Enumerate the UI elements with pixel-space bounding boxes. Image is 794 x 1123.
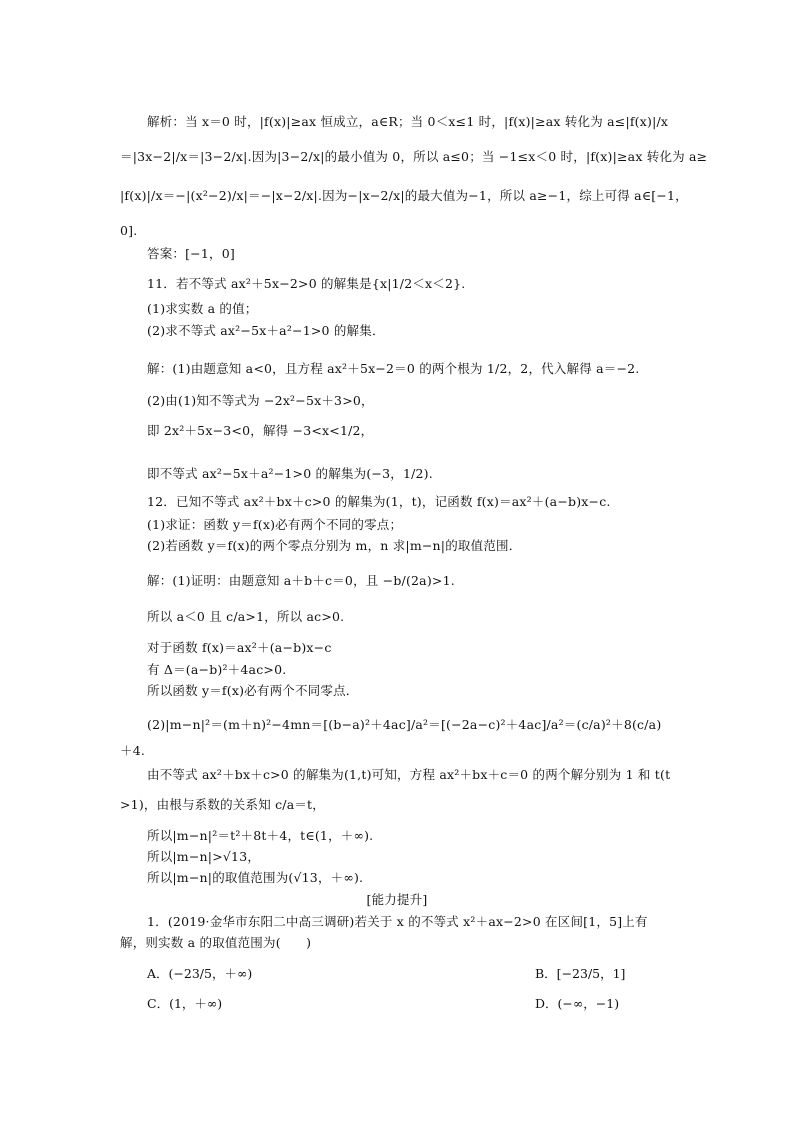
option-c[interactable]: C．(1，＋∞): [147, 996, 223, 1011]
question-1-line-2: 解，则实数 a 的取值范围为( ): [120, 935, 312, 950]
solution-line-1: 解析：当 x＝0 时，|f(x)|≥ax 恒成立，a∈R；当 0＜x≤1 时，|f(x)|≥ax 转化为 a≤|f(x)|/x: [147, 114, 669, 129]
problem-12-solution-2: 所以 a＜0 且 c/a>1，所以 ac>0.: [147, 609, 345, 624]
problem-12-solution-3: 对于函数 f(x)＝ax²＋(a−b)x−c: [147, 640, 332, 655]
solution-line-3: |f(x)|/x＝−|(x²−2)/x|＝−|x−2/x|.因为−|x−2/x|的最大值为−1，所以 a≥−1，综上可得 a∈[−1，: [120, 188, 688, 203]
problem-12-solution-5: 所以函数 y＝f(x)必有两个不同零点．: [147, 683, 359, 698]
question-1-line-1: 1．(2019·金华市东阳二中高三调研)若关于 x 的不等式 x²＋ax−2>0 在区间[1，5]上有: [147, 914, 648, 929]
section-heading: [能力提升]: [366, 892, 428, 907]
problem-12-solution-1: 解：(1)证明：由题意知 a＋b＋c＝0，且 −b/(2a)>1.: [147, 573, 455, 588]
option-b[interactable]: B．[−23/5，1]: [535, 966, 626, 981]
problem-11-solution-4: 即不等式 ax²−5x＋a²−1>0 的解集为(−3，1/2).: [147, 466, 433, 481]
problem-12-part1: (1)求证：函数 y＝f(x)必有两个不同的零点；: [147, 517, 403, 532]
problem-11-solution-3: 即 2x²＋5x−3<0，解得 −3<x<1/2，: [147, 423, 374, 438]
problem-12-solution-9: >1)，由根与系数的关系知 c/a＝t，: [120, 797, 325, 812]
problem-12-solution-7: ＋4.: [120, 743, 146, 758]
problem-12-solution-11: 所以|m−n|>√13，: [147, 849, 261, 864]
problem-12-part2: (2)若函数 y＝f(x)的两个零点分别为 m，n 求|m−n|的取值范围．: [147, 538, 522, 553]
answer-line: 答案：[−1，0]: [147, 246, 235, 261]
problem-11-part2: (2)求不等式 ax²−5x＋a²−1>0 的解集．: [147, 323, 385, 338]
problem-12-solution-12: 所以|m−n|的取值范围为(√13，＋∞).: [147, 870, 364, 885]
solution-line-4: 0].: [120, 223, 138, 238]
problem-12-solution-6: (2)|m−n|²＝(m＋n)²−4mn＝[(b−a)²＋4ac]/a²＝[(−2a−c)²＋4ac]/a²＝(c/a)²＋8(c/a): [147, 717, 662, 732]
option-a[interactable]: A．(−23/5，＋∞): [147, 966, 253, 981]
problem-11-part1: (1)求实数 a 的值；: [147, 301, 258, 316]
option-d[interactable]: D．(−∞，−1): [535, 996, 620, 1011]
problem-11-solution-2: (2)由(1)知不等式为 −2x²−5x＋3>0，: [147, 393, 374, 408]
problem-12-solution-8: 由不等式 ax²＋bx＋c>0 的解集为(1,t)可知，方程 ax²＋bx＋c＝0 的两个解分别为 1 和 t(t: [147, 767, 671, 782]
problem-11-solution-1: 解：(1)由题意知 a<0，且方程 ax²＋5x−2＝0 的两个根为 1/2，2，代入解得 a＝−2.: [147, 361, 640, 376]
solution-line-2: ＝|3x−2|/x＝|3−2/x|.因为|3−2/x|的最小值为 0，所以 a≤0；当 −1≤x＜0 时，|f(x)|≥ax 转化为 a≥: [120, 149, 708, 164]
problem-11-title: 11．若不等式 ax²＋5x−2>0 的解集是{x|1/2＜x＜2}.: [147, 276, 466, 291]
problem-12-solution-10: 所以|m−n|²＝t²＋8t＋4，t∈(1，＋∞).: [147, 828, 374, 843]
problem-12-title: 12．已知不等式 ax²＋bx＋c>0 的解集为(1，t)，记函数 f(x)＝ax²＋(a−b)x−c.: [147, 494, 611, 509]
problem-12-solution-4: 有 Δ＝(a−b)²＋4ac>0.: [147, 662, 287, 677]
